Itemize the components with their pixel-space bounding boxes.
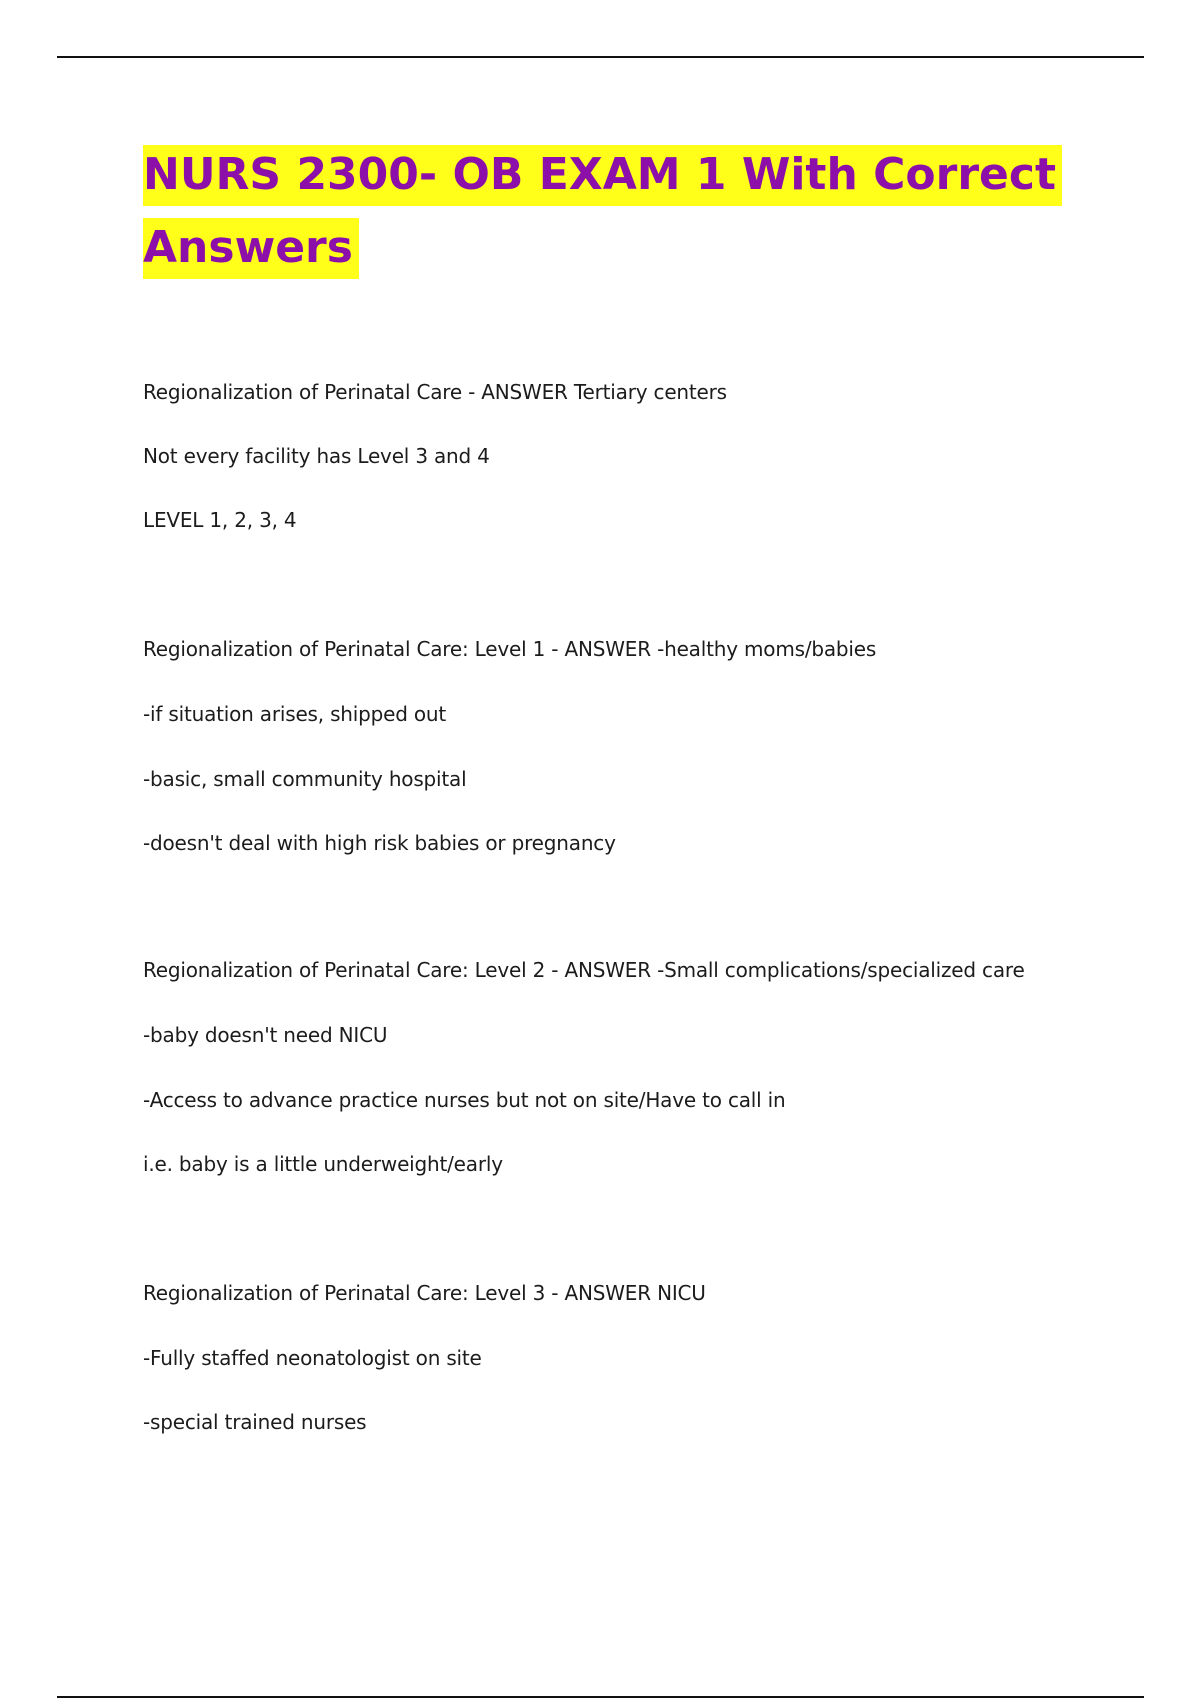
qa-line: i.e. baby is a little underweight/early <box>143 1152 503 1176</box>
bottom-rule <box>57 1696 1144 1698</box>
qa-line: -baby doesn't need NICU <box>143 1023 388 1047</box>
top-rule <box>57 56 1144 58</box>
qa-line: -Fully staffed neonatologist on site <box>143 1346 482 1370</box>
qa-line: Regionalization of Perinatal Care - ANSWER Tertiary centers <box>143 380 727 404</box>
qa-line: Regionalization of Perinatal Care: Level 2 - ANSWER -Small complications/specialized care <box>143 958 1025 982</box>
document-title-text: NURS 2300- OB EXAM 1 With Correct Answers <box>143 145 1062 279</box>
document-title <box>143 138 1143 284</box>
qa-line: -basic, small community hospital <box>143 767 467 791</box>
qa-line: LEVEL 1, 2, 3, 4 <box>143 508 297 532</box>
qa-line: Not every facility has Level 3 and 4 <box>143 444 490 468</box>
qa-line: -if situation arises, shipped out <box>143 702 447 726</box>
qa-line: -special trained nurses <box>143 1410 367 1434</box>
qa-line: Regionalization of Perinatal Care: Level 1 - ANSWER -healthy moms/babies <box>143 637 877 661</box>
qa-line: Regionalization of Perinatal Care: Level 3 - ANSWER NICU <box>143 1281 706 1305</box>
qa-line: -Access to advance practice nurses but not on site/Have to call in <box>143 1088 786 1112</box>
qa-line: -doesn't deal with high risk babies or pregnancy <box>143 831 616 855</box>
